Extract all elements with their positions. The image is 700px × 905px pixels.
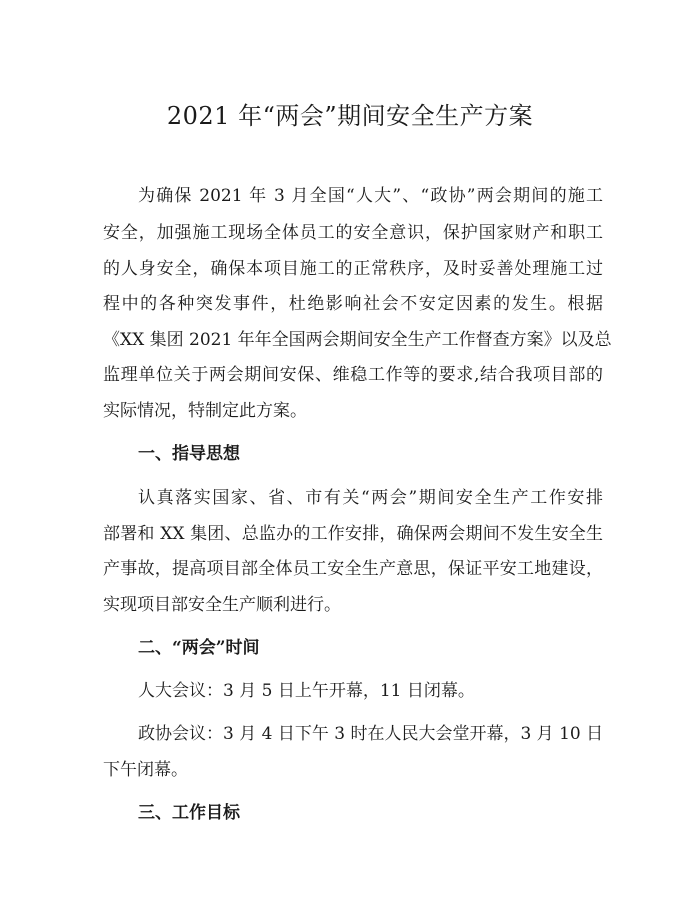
intro-line: 的人身安全，确保本项目施工的正常秩序，及时妥善处理施工过 bbox=[103, 259, 603, 279]
intro-line: 安全，加强施工现场全体员工的安全意识，保护国家财产和职工 bbox=[103, 223, 603, 243]
paragraph-line: 实现项目部安全生产顺利进行。 bbox=[103, 595, 341, 615]
section-heading-work-goals: 三、工作目标 bbox=[138, 803, 240, 823]
intro-line: 程中的各种突发事件，杜绝影响社会不安定因素的发生。根据 bbox=[103, 294, 603, 314]
paragraph-line: 部署和 XX 集团、总监办的工作安排，确保两会期间不发生安全生 bbox=[103, 524, 603, 544]
paragraph-line: 下午闭幕。 bbox=[103, 760, 188, 780]
intro-line: 监理单位关于两会期间安保、维稳工作等的要求,结合我项目部的 bbox=[103, 365, 603, 385]
intro-line: 《XX 集团 2021 年年全国两会期间安全生产工作督查方案》以及总 bbox=[103, 330, 612, 350]
section-heading-session-time: 二、“两会”时间 bbox=[138, 638, 260, 658]
intro-line: 实际情况，特制定此方案。 bbox=[103, 401, 307, 421]
paragraph-line: 政协会议：3 月 4 日下午 3 时在人民大会堂开幕，3 月 10 日 bbox=[138, 724, 604, 744]
section-heading-guiding-ideology: 一、指导思想 bbox=[138, 444, 240, 464]
paragraph-line: 产事故，提高项目部全体员工安全生产意思，保证平安工地建设， bbox=[103, 559, 603, 579]
npc-session-line: 人大会议：3 月 5 日上午开幕，11 日闭幕。 bbox=[138, 681, 475, 701]
intro-line: 为确保 2021 年 3 月全国“人大”、“政协”两会期间的施工 bbox=[138, 186, 603, 206]
paragraph-line: 认真落实国家、省、市有关“两会”期间安全生产工作安排 bbox=[138, 488, 603, 508]
document-title: 2021 年“两会”期间安全生产方案 bbox=[166, 102, 534, 131]
